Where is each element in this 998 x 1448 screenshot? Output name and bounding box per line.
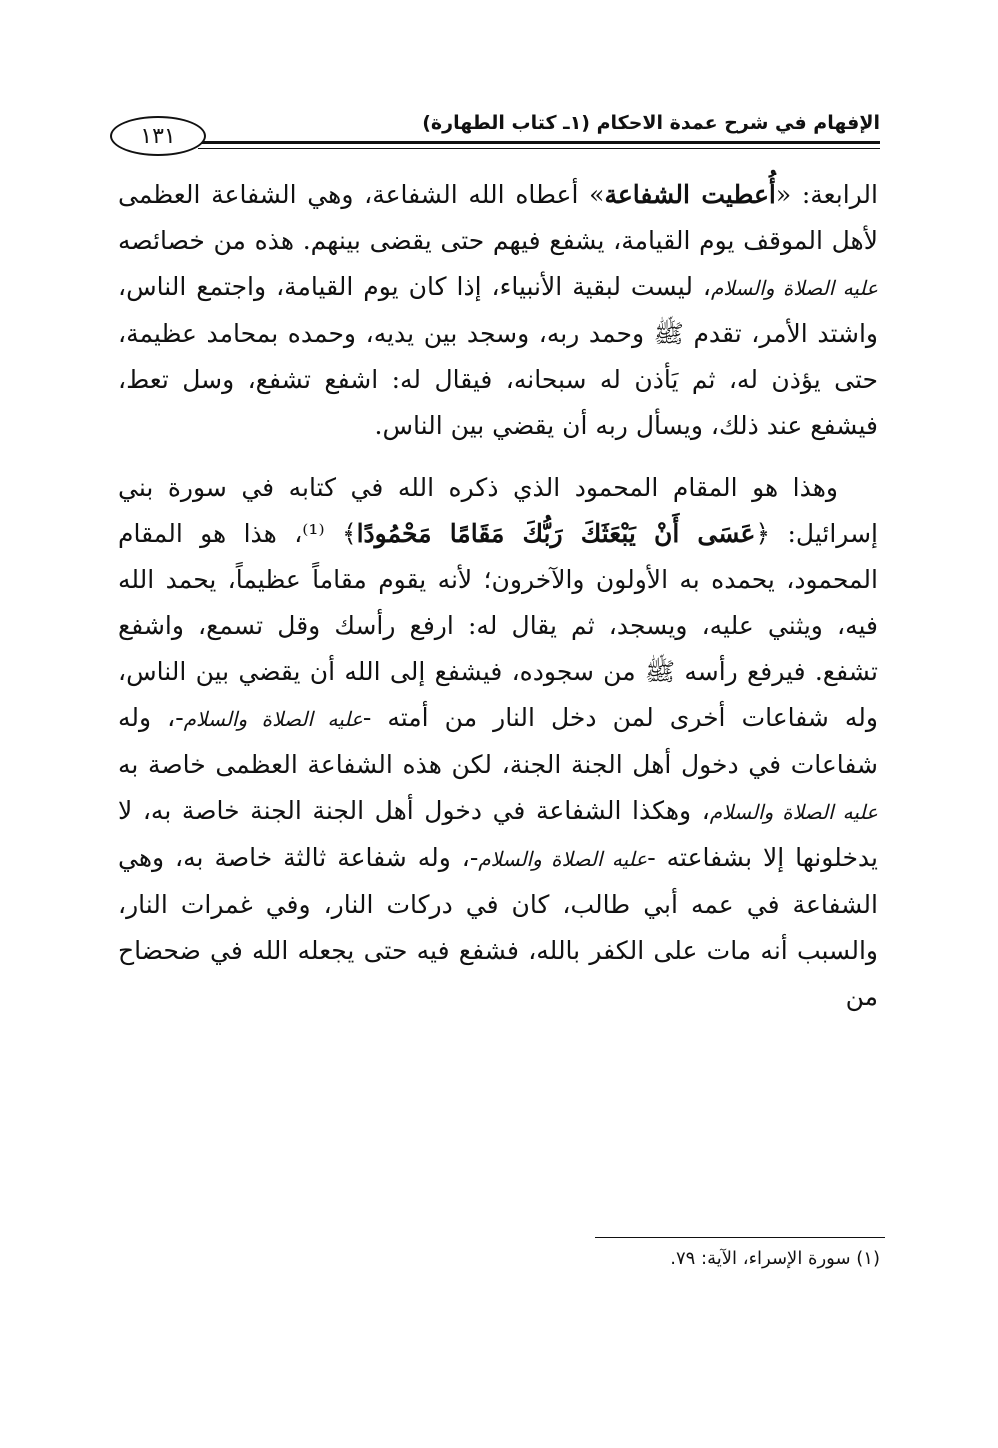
paragraph-fourth-feature [118, 172, 878, 449]
paragraph-segment: » أعطاه الله الشفاعة، وهي الشفاعة العظمى لأهل الموقف يوم القيامة، يشفع فيهم حتى يقضى بينهم. هذه من خصائصه [118, 180, 878, 255]
paragraph-segment: وهذا هو المقام المحمود الذي ذكره الله في كتابه في سورة بني إسرائيل: ﴿ [118, 473, 878, 548]
footnote-separator [595, 1237, 885, 1238]
blessing-phrase: عليه الصلاة والسلام [711, 276, 879, 300]
paragraph-lead: الرابعة: « [775, 180, 878, 209]
paragraph-segment: ، ليست لبقية الأنبياء، إذا كان يوم القيامة، واجتمع الناس، واشتد الأمر، تقدم ﷺ وحمد ربه، وسجد بين يديه، وحمده بمحامد عظيمة، حتى يؤذن له، ثم يَأذن له سبحانه، فيقال له: اشفع تشفع، وسل تعط، فيشفع عند ذلك، ويسأل ربه أن يقضي بين الناس. [118, 272, 878, 440]
page-number: ١٣١ [110, 116, 206, 156]
header-rule-thick [198, 141, 880, 144]
paragraph-segment: -، وله شفاعة ثالثة خاصة به، وهي الشفاعة في عمه أبي طالب، كان في دركات النار، وفي غمرات النار، والسبب أنه مات على الكفر بالله، فشفع فيه حتى يجعله الله في ضحضاح من [118, 843, 878, 1011]
footnote: (١) سورة الإسراء، الآية: ٧٩. [670, 1248, 880, 1269]
page-header [110, 108, 880, 158]
running-title: الإفهام في شرح عمدة الاحكام (١ـ كتاب الطهارة) [422, 112, 880, 134]
paragraph-praised-station [118, 465, 878, 1020]
quran-verse: عَسَى أَنْ يَبْعَثَكَ رَبُّكَ مَقَامًا مَحْمُودًا [356, 519, 756, 548]
blessing-phrase: عليه الصلاة والسلام [709, 800, 878, 824]
blessing-phrase: عليه الصلاة والسلام [478, 847, 648, 871]
paragraph-segment: ، وهكذا الشفاعة في دخول أهل الجنة الجنة خاصة به، لا يدخلونها إلا بشفاعته - [118, 796, 878, 872]
header-rule-thin [198, 148, 880, 149]
blessing-phrase: عليه الصلاة والسلام [183, 707, 363, 731]
body-text [118, 172, 878, 1020]
paragraph-segment: ﴾ ⁽¹⁾، هذا هو المقام المحمود، يحمده به الأولون والآخرون؛ لأنه يقوم مقاماً عظيماً، يحمد الله فيه، ويثني عليه، ويسجد، ثم يقال له: ارفع رأسك وقل تسمع، واشفع تشفع. فيرفع رأسه ﷺ من سجوده، فيشفع إلى الله أن يقضي بين الناس، وله شفاعات أخرى لمن دخل النار من أمته - [118, 519, 879, 732]
paragraph-segment: -، وله شفاعات في دخول أهل الجنة الجنة، لكن هذه الشفاعة العظمى خاصة به [118, 703, 878, 779]
bold-term-shafaa: أُعطيت الشفاعة [604, 180, 776, 209]
